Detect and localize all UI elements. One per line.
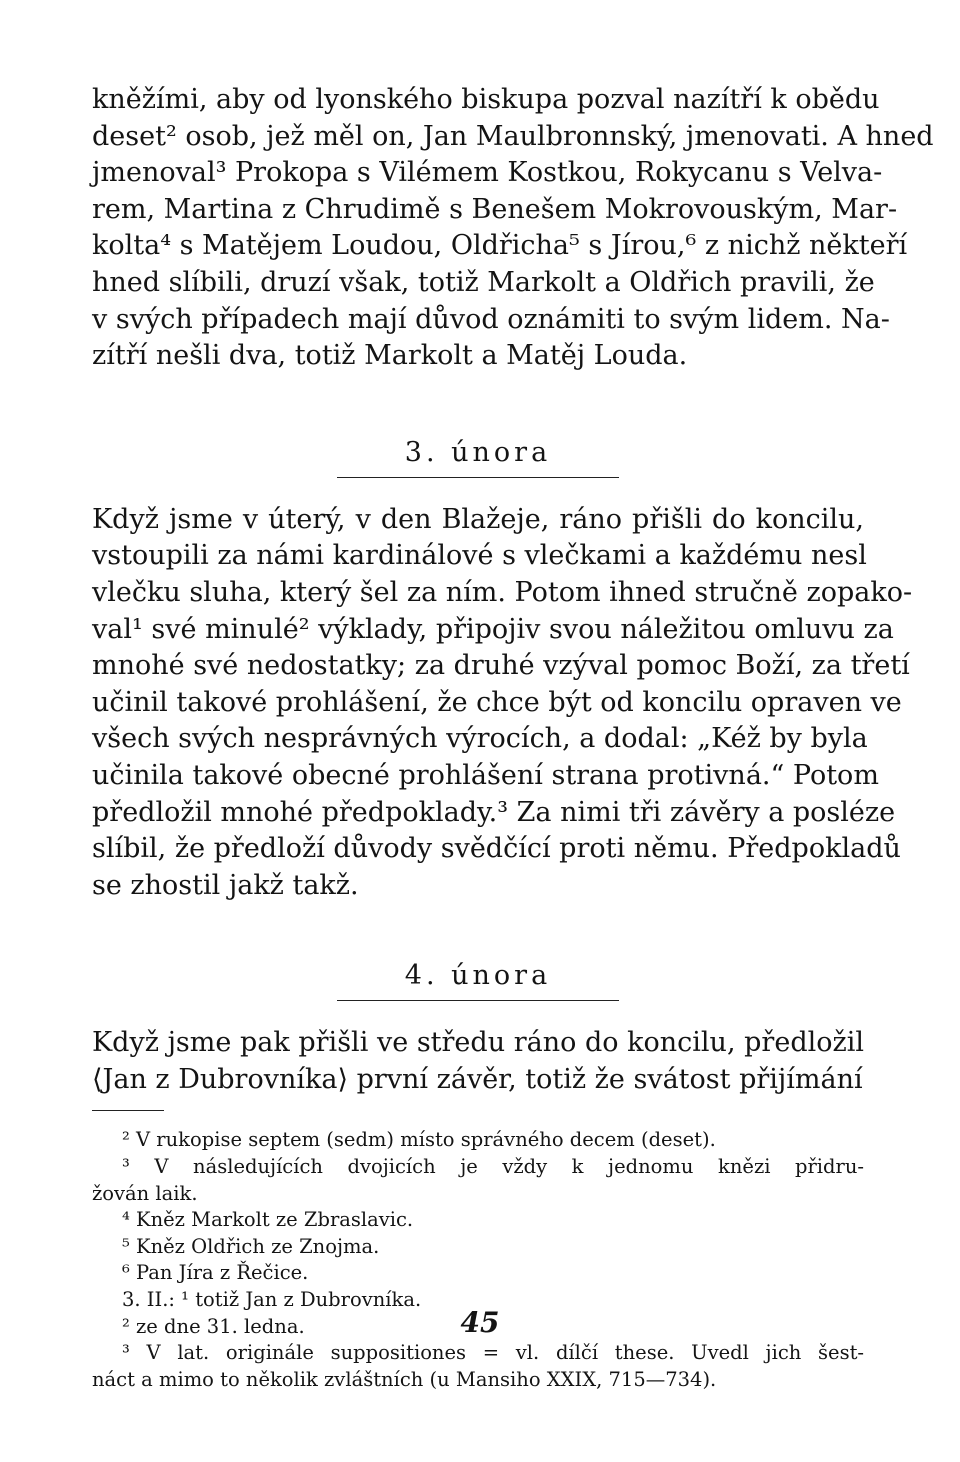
text-line: předložil mnohé předpoklady.³ Za nimi tři závěry a posléze — [92, 796, 896, 828]
footnote — [92, 1127, 864, 1154]
section-2-paragraph — [92, 1025, 864, 1098]
footnote-mark: ³ — [122, 1155, 155, 1179]
text-line: Když jsme v úterý, v den Blažeje, ráno přišli do koncilu, — [92, 503, 864, 535]
text-line: rem, Martina z Chrudimě s Benešem Mokrovouským, Mar- — [92, 193, 898, 225]
footnote-mark: ⁵ — [122, 1234, 137, 1258]
footnote — [92, 1367, 864, 1394]
footnote-mark: ³ — [122, 1341, 147, 1365]
text-line: učinila takové obecné prohlášení strana protivná.“ Potom — [92, 759, 879, 791]
text-line: všech svých nesprávných výrocích, a dodal: „Kéž by byla — [92, 723, 868, 755]
page-body — [92, 82, 934, 1393]
text-line: vlečku sluha, který šel za ním. Potom ihned stručně zopako- — [92, 576, 913, 608]
text-line: val¹ své minulé² výklady, připojiv svou náležitou omluvu za — [92, 613, 894, 645]
text-line: ⟨Jan z Dubrovníka⟩ první závěr, totiž že svátost přijímání — [92, 1063, 863, 1095]
footnote-text: 3. II.: ¹ totiž Jan z Dubrovníka. — [122, 1288, 422, 1312]
text-line: deset² osob, jež měl on, Jan Maulbronnský, jmenovati. A hned — [92, 120, 934, 152]
text-line: jmenoval³ Prokopa s Vilémem Kostkou, Rokycanu s Velva- — [92, 157, 883, 189]
footnote-text: žován laik. — [92, 1181, 198, 1205]
intro-paragraph — [92, 82, 934, 375]
footnote-text: náct a mimo to několik zvláštních (u Mansiho XXIX, 715—734). — [92, 1367, 717, 1391]
footnote-mark: ² — [122, 1314, 137, 1338]
footnote-mark: ² — [122, 1128, 137, 1152]
footnote-text: V lat. originále suppositiones = vl. dílčí these. Uvedl jich šest- — [146, 1341, 865, 1365]
page-number: 45 — [460, 1306, 500, 1339]
section-heading-4-unora: 4. února — [404, 960, 552, 992]
text-line: zítří nešli dva, totiž Markolt a Matěj Louda. — [92, 340, 688, 372]
text-line: se zhostil jakž takž. — [92, 869, 359, 901]
footnote-text: ze dne 31. ledna. — [136, 1314, 305, 1338]
footnotes — [92, 1127, 864, 1393]
footnote-text: Kněz Oldřich ze Znojma. — [136, 1234, 380, 1258]
footnote-text: V následujících dvojicích je vždy k jednomu knězi přidru- — [154, 1155, 864, 1179]
text-line: kněžími, aby od lyonského biskupa pozval nazítří k obědu — [92, 84, 880, 115]
text-line: vstoupili za námi kardinálové s vlečkami a každému nesl — [92, 540, 867, 572]
footnote — [92, 1234, 864, 1261]
text-line: mnohé své nedostatky; za druhé vzýval pomoc Boží, za třetí — [92, 650, 910, 682]
text-line: kolta⁴ s Matějem Loudou, Oldřicha⁵ s Jírou,⁶ z nichž někteří — [92, 230, 908, 262]
footnote-text: V rukopise septem (sedm) místo správného decem (deset). — [136, 1128, 716, 1152]
text-line: slíbil, že předloží důvody svědčící proti němu. Předpokladů — [92, 833, 901, 865]
footnote-text: Kněz Markolt ze Zbraslavic. — [136, 1208, 414, 1232]
footnote — [92, 1207, 864, 1234]
text-line: učinil takové prohlášení, že chce být od koncilu opraven ve — [92, 686, 902, 718]
footnote-mark: ⁴ — [122, 1208, 137, 1232]
text-line: v svých případech mají důvod oznámiti to svým lidem. Na- — [92, 303, 890, 335]
footnote-text: Pan Jíra z Řečice. — [136, 1261, 309, 1285]
footnote-rule — [92, 1110, 164, 1111]
footnote — [92, 1260, 864, 1287]
text-line: Když jsme pak přišli ve středu ráno do koncilu, předložil — [92, 1027, 864, 1059]
section-1-paragraph — [92, 502, 913, 905]
section-heading-3-unora: 3. února — [404, 436, 552, 468]
footnote — [92, 1181, 864, 1208]
footnote — [92, 1340, 864, 1367]
text-line: hned slíbili, druzí však, totiž Markolt a Oldřich pravili, že — [92, 266, 875, 298]
footnote-mark: ⁶ — [122, 1261, 137, 1285]
footnote — [92, 1154, 864, 1181]
